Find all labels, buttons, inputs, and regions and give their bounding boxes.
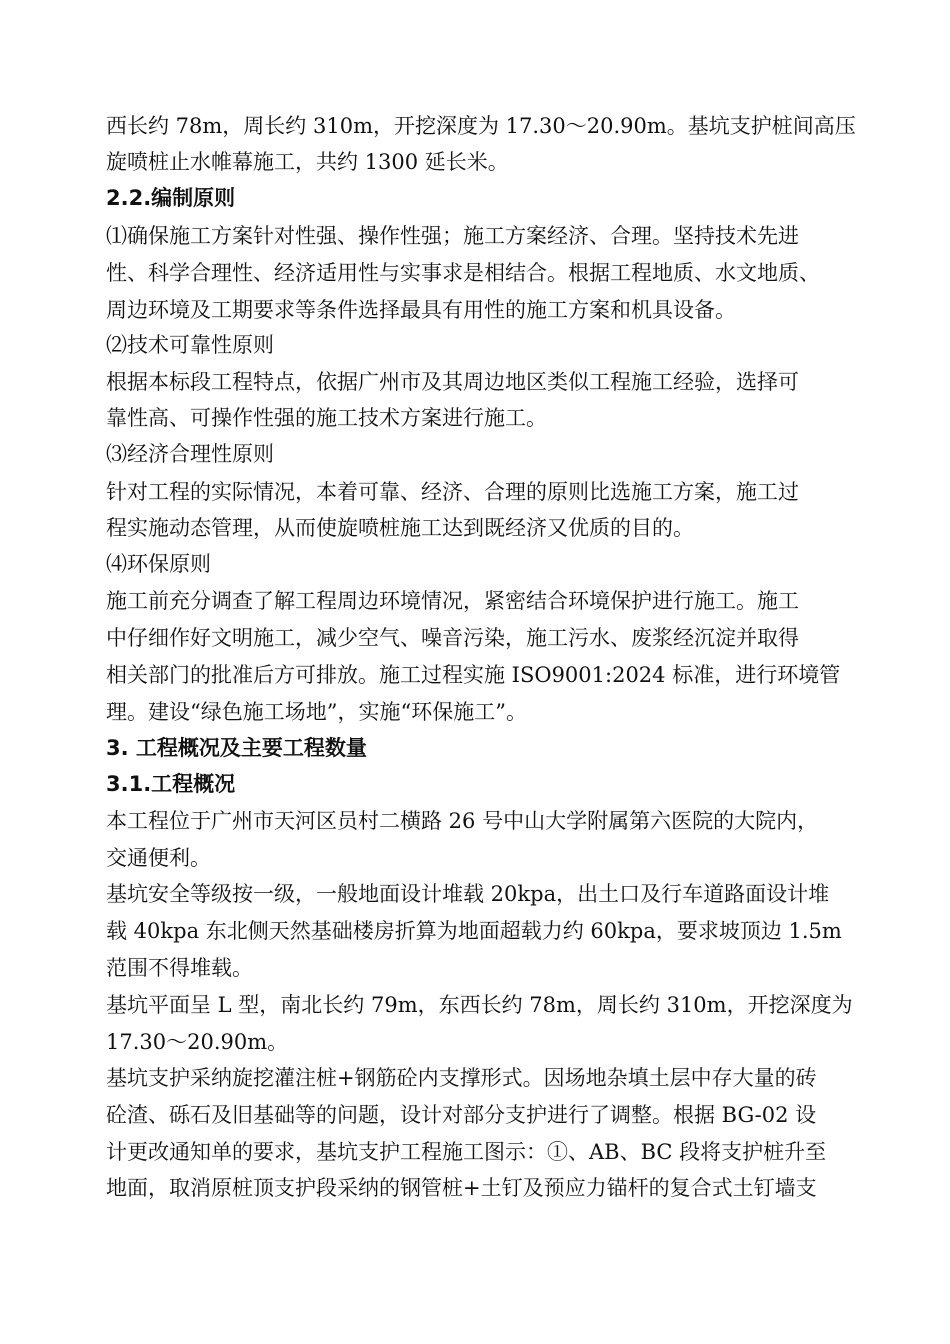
- subheading-line: ⑶经济合理性原则: [106, 442, 274, 466]
- text-line: 基坑安全等级按一级，一般地面设计堆载 20kpa，出土口及行车道路面设计堆: [106, 882, 830, 906]
- text-line: 载 40kpa 东北侧天然基础楼房折算为地面超载力约 60kpa，要求坡顶边 1.5m: [106, 919, 842, 943]
- text-line: 性、科学合理性、经济适用性与实事求是相结合。根据工程地质、水文地质、: [106, 261, 820, 285]
- text-line: 施工前充分调查了解工程周边环境情况，紧密结合环境保护进行施工。施工: [106, 589, 799, 613]
- text-line: 地面，取消原桩顶支护段采纳的钢管桩+土钉及预应力锚杆的复合式土钉墙支: [106, 1176, 817, 1200]
- text-line: 相关部门的批准后方可排放。施工过程实施 ISO9001:2024 标准，进行环境管: [106, 663, 841, 687]
- text-line: 砼渣、砾石及旧基础等的问题，设计对部分支护进行了调整。根据 BG-02 设: [106, 1103, 817, 1127]
- text-line: 理。建设“绿色施工场地”，实施“环保施工”。: [106, 700, 527, 724]
- text-line: 程实施动态管理，从而使旋喷桩施工达到既经济又优质的目的。: [106, 516, 694, 540]
- section-heading: 3. 工程概况及主要工程数量: [106, 736, 367, 760]
- text-line: 周边环境及工期要求等条件选择最具有用性的施工方案和机具设备。: [106, 298, 736, 322]
- text-line: 西长约 78m，周长约 310m，开挖深度为 17.30～20.90m。基坑支护桩间高压: [106, 114, 856, 138]
- text-line: 范围不得堆载。: [106, 956, 253, 980]
- subheading-line: ⑵技术可靠性原则: [106, 333, 274, 357]
- text-line: 靠性高、可操作性强的施工技术方案进行施工。: [106, 406, 547, 430]
- section-heading: 3.1.工程概况: [106, 772, 236, 796]
- subheading-line: ⑷环保原则: [106, 552, 211, 576]
- text-line: 基坑平面呈 L 型，南北长约 79m，东西长约 78m，周长约 310m，开挖深度为: [106, 993, 853, 1017]
- text-line: 旋喷桩止水帷幕施工，共约 1300 延长米。: [106, 150, 509, 174]
- text-line: 根据本标段工程特点，依据广州市及其周边地区类似工程施工经验，选择可: [106, 370, 799, 394]
- text-line: 交通便利。: [106, 846, 211, 870]
- text-line: 中仔细作好文明施工，减少空气、噪音污染，施工污水、废浆经沉淀并取得: [106, 626, 799, 650]
- section-heading: 2.2.编制原则: [106, 186, 236, 210]
- text-line: 17.30～20.90m。: [106, 1030, 289, 1054]
- text-line: 计更改通知单的要求，基坑支护工程施工图示：①、AB、BC 段将支护桩升至: [106, 1140, 827, 1164]
- text-line: 针对工程的实际情况，本着可靠、经济、合理的原则比选施工方案，施工过: [106, 480, 799, 504]
- text-line: 基坑支护采纳旋挖灌注桩+钢筋砼内支撑形式。因场地杂填土层中存大量的砖: [106, 1066, 817, 1090]
- text-line: ⑴确保施工方案针对性强、操作性强；施工方案经济、合理。坚持技术先进: [106, 224, 799, 248]
- text-line: 本工程位于广州市天河区员村二横路 26 号中山大学附属第六医院的大院内，: [106, 809, 819, 833]
